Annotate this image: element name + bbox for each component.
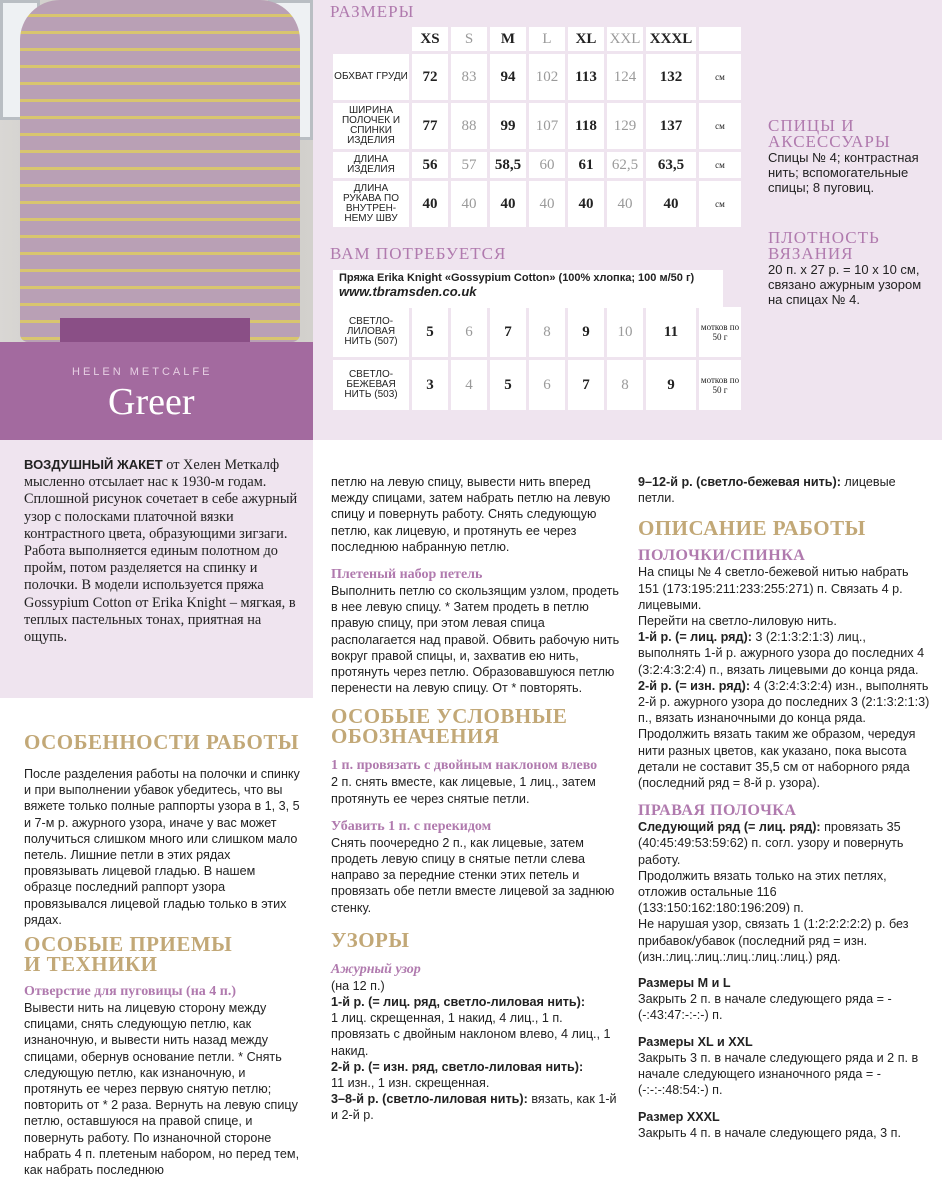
cell: 83 <box>451 54 487 100</box>
row2-text: 11 изн., 1 изн. скрещенная. <box>331 1076 490 1091</box>
decrease2-subheading: Убавить 1 п. с перекидом <box>331 818 492 834</box>
unit-cell: мотков по 50 г <box>699 307 741 357</box>
table-row <box>333 360 741 410</box>
yarn-table <box>330 304 744 413</box>
cell: 102 <box>529 54 565 100</box>
techniques-heading: ОСОБЫЕ ПРИЕМЫ И ТЕХНИКИ <box>24 932 233 977</box>
cell: 3 <box>412 360 448 410</box>
yarn-url: www.tbramsden.co.uk <box>339 284 477 299</box>
column-1 <box>24 732 304 1178</box>
cable-text: Выполнить петлю со скользящим узлом, продеть в нее левую спицу. * Затем продеть в петлю правую спицу, при этом левая спица располагается над правой. Обвить рабочую нить вокруг правой спицы, и, захватив ею нить, протянуть через петлю. Образовавшуюся петлю перенести на левую спицу. От * повторять. <box>331 584 620 696</box>
cell: 99 <box>490 103 526 149</box>
body-text-1: На спицы № 4 светло-бежевой нитью набрать 151 (173:195:211:233:255:271) п. Связать 4 р. лицевыми. <box>638 565 909 612</box>
row-label: СВЕТЛО-БЕЖЕВАЯ НИТЬ (503) <box>333 360 409 410</box>
cell: 40 <box>568 181 604 227</box>
empty-corner <box>333 27 409 51</box>
unit-header <box>699 27 741 51</box>
cell: 77 <box>412 103 448 149</box>
rf-text-2: Продолжить вязать только на этих петлях, отложив остальные 116 (133:150:162:180:196:209) п. <box>638 868 887 916</box>
body-text-2: Перейти на светло-лиловую нить. <box>638 614 837 629</box>
sizes-heading: РАЗМЕРЫ <box>330 2 415 21</box>
cell: 113 <box>568 54 604 100</box>
cell: 57 <box>451 152 487 178</box>
size-xxxl-label: Размер XXXL <box>638 1109 720 1124</box>
cell: 9 <box>646 360 696 410</box>
body-row2-label: 2-й р. (= изн. ряд): <box>638 678 751 693</box>
cell: 40 <box>490 181 526 227</box>
cell: 6 <box>451 307 487 357</box>
cell: 4 <box>451 360 487 410</box>
cell: 94 <box>490 54 526 100</box>
size-col: XS <box>412 27 448 51</box>
author-name: HELEN METCALFE <box>72 366 213 378</box>
body-row1-text: 3 (2:1:3:2:1:3) лиц., выполнять 1-й р. ажурного узора до последних 4 (3:2:4:3:2:4) п., вязать лицевыми до конца ряда. <box>638 630 925 677</box>
right-front-subheading: ПРАВАЯ ПОЛОЧКА <box>638 802 797 820</box>
sizes-xl-text: Закрыть 3 п. в начале следующего ряда и 2 п. в начале следующего изнаночного ряда = - (-:-:-:48:54:-) п. <box>638 1050 919 1098</box>
density-heading: ПЛОТНОСТЬ ВЯЗАНИЯ <box>768 228 880 263</box>
decrease-subheading: 1 п. провязать с двойным наклоном влево <box>331 758 598 774</box>
table-row <box>333 54 741 100</box>
cell: 40 <box>529 181 565 227</box>
sizes-xl-label: Размеры XL и XXL <box>638 1034 753 1049</box>
row-label: СВЕТЛО-ЛИЛОВАЯ НИТЬ (507) <box>333 307 409 357</box>
unit-cell: см <box>699 181 741 227</box>
rf-row-text: провязать 35 (40:45:49:53:59:62) п. согл. узору и повернуть работу. <box>638 820 904 867</box>
row3-label: 3–8-й р. (светло-лиловая нить): <box>331 1092 528 1107</box>
unit-cell: см <box>699 54 741 100</box>
needles-heading: СПИЦЫ И АКСЕССУАРЫ <box>768 116 891 151</box>
cell: 62,5 <box>607 152 643 178</box>
needs-heading: ВАМ ПОТРЕБУЕТСЯ <box>330 244 507 263</box>
cable-subheading: Плетеный набор петель <box>331 567 483 583</box>
row1-text: 1 лиц. скрещенная, 1 накид, 4 лиц., 1 п. провязать с двойным наклоном влево, 4 лиц., 1 накид. <box>331 1011 611 1058</box>
cell: 40 <box>412 181 448 227</box>
cell: 60 <box>529 152 565 178</box>
body-row1-label: 1-й р. (= лиц. ряд): <box>638 630 752 645</box>
cell: 56 <box>412 152 448 178</box>
cell: 118 <box>568 103 604 149</box>
unit-cell: см <box>699 103 741 149</box>
density-block <box>768 230 938 307</box>
patterns-heading: УЗОРЫ <box>331 927 410 952</box>
intro-block <box>0 440 313 698</box>
cell: 132 <box>646 54 696 100</box>
body-text-5: Продолжить вязать таким же образом, чередуя нити разных цветов, как указано, пока высота детали не составит 35,5 см от наборного ряда (последний ряд = 8-й р. узора). <box>638 727 916 791</box>
cell: 88 <box>451 103 487 149</box>
size-col: XL <box>568 27 604 51</box>
cell: 58,5 <box>490 152 526 178</box>
size-xxxl-text: Закрыть 4 п. в начале следующего ряда, 3 п. <box>638 1125 901 1140</box>
cell: 40 <box>451 181 487 227</box>
rf-row-label: Следующий ряд (= лиц. ряд): <box>638 820 821 835</box>
cell: 63,5 <box>646 152 696 178</box>
lace-subheading: Ажурный узор <box>331 961 421 977</box>
cell: 6 <box>529 360 565 410</box>
size-col: M <box>490 27 526 51</box>
size-col: S <box>451 27 487 51</box>
table-row <box>333 181 741 227</box>
column-3 <box>638 474 932 1141</box>
cell: 9 <box>568 307 604 357</box>
column-2 <box>331 474 623 1124</box>
cell: 40 <box>607 181 643 227</box>
table-row <box>333 307 741 357</box>
buttonhole-text: Вывести нить на лицевую сторону между спицами, снять следующую петлю, как изнаночную, и вывести нить назад между спицами, обернув основание петли. * Снять следующую петлю, как изнаночную, и протянуть ее через первую снятую петлю; повторить от * 2 раза. Вернуть на левую спицу петлю, оставшуюся на правой спице, и повернуть работу. По изнаночной стороне набрать 4 п. плетеным набором, но перед тем, как набрать последнюю <box>24 1001 300 1178</box>
brand-title: Greer <box>108 381 195 423</box>
density-text: 20 п. х 27 р. = 10 х 10 см, связано ажурным узором на спицах № 4. <box>768 262 922 307</box>
row2-label: 2-й р. (= изн. ряд, светло-лиловая нить): <box>331 1059 584 1074</box>
size-col: L <box>529 27 565 51</box>
cell: 7 <box>568 360 604 410</box>
cell: 107 <box>529 103 565 149</box>
body-row2-text: 4 (3:2:4:3:2:4) изн., выполнять 2-й р. ажурного узора до последних 3 (2:1:3:2:1:3) п., вязать изнаночными до конца ряда. <box>638 678 930 726</box>
size-col: XXL <box>607 27 643 51</box>
rf-text-3: Не нарушая узор, связать 1 (1:2:2:2:2:2) р. без прибавок/убавок (последний ряд = изн. (изн.:лиц.:лиц.:лиц.:лиц.:лиц.) ряд. <box>638 917 909 964</box>
cell: 5 <box>412 307 448 357</box>
row-label: ДЛИНА ИЗДЕЛИЯ <box>333 152 409 178</box>
description-heading: ОПИСАНИЕ РАБОТЫ <box>638 516 866 541</box>
cell: 10 <box>607 307 643 357</box>
sizes-ml-text: Закрыть 2 п. в начале следующего ряда = - (-:43:47:-:-:-) п. <box>638 992 892 1023</box>
needles-block <box>768 118 938 195</box>
row3-text: вязать, как 1-й и 2-й р. <box>331 1092 617 1123</box>
row-label: ДЛИНА РУКАВА ПО ВНУТРЕН-НЕМУ ШВУ <box>333 181 409 227</box>
body-subheading: ПОЛОЧКИ/СПИНКА <box>638 547 806 565</box>
row9-label: 9–12-й р. (светло-бежевая нить): <box>638 475 841 489</box>
intro-lead: ВОЗДУШНЫЙ ЖАКЕТ <box>24 457 163 472</box>
cell: 124 <box>607 54 643 100</box>
unit-cell: см <box>699 152 741 178</box>
row-label: ОБХВАТ ГРУДИ <box>333 54 409 100</box>
row1-label: 1-й р. (= лиц. ряд, светло-лиловая нить): <box>331 995 586 1010</box>
table-row <box>333 152 741 178</box>
row9-text: лицевые петли. <box>638 475 896 506</box>
cell: 11 <box>646 307 696 357</box>
cell: 129 <box>607 103 643 149</box>
unit-cell: мотков по 50 г <box>699 360 741 410</box>
decrease2-text: Снять поочередно 2 п., как лицевые, затем продеть левую спицу в снятые петли слева направо за передние стенки этих петель и провязать обе петли вместе лицевой за заднюю стенку. <box>331 835 615 915</box>
yarn-line: Пряжа Erika Knight «Gossypium Cotton» (100% хлопка; 100 м/50 г) <box>339 272 695 284</box>
cell: 72 <box>412 54 448 100</box>
cell: 8 <box>529 307 565 357</box>
table-row <box>333 103 741 149</box>
zigzag-sweater-image <box>20 0 300 342</box>
yarn-info <box>333 270 723 308</box>
cell: 137 <box>646 103 696 149</box>
decrease-text: 2 п. снять вместе, как лицевые, 1 лиц., затем протянуть ее через снятые петли. <box>331 775 596 806</box>
cell: 61 <box>568 152 604 178</box>
lace-repeat: (на 12 п.) <box>331 978 385 993</box>
sizes-header-row <box>333 27 741 51</box>
size-col: XXXL <box>646 27 696 51</box>
sizes-ml-label: Размеры M и L <box>638 976 731 991</box>
cell: 40 <box>646 181 696 227</box>
cell: 8 <box>607 360 643 410</box>
cell: 5 <box>490 360 526 410</box>
sizes-table <box>330 24 744 230</box>
needles-text: Спицы № 4; контрастная нить; вспомогательные спицы; 8 пуговиц. <box>768 150 919 195</box>
intro-text: от Хелен Меткалф мысленно отсылает нас к 1930-м годам. Сплошной рисунок сочетает в себе ажурный узор с полосками платочной вязки контрастного цвета, образующими зигзаги. Работа выполняется единым полотном до пройм, потом разделяется на спинку и полочки. В модели используется пряжа Gossypium Cotton от Erika Knight – мягкая, в теплых пастельных тонах, приятная на ощупь. <box>24 457 298 646</box>
continued-text: петлю на левую спицу, вывести нить вперед между спицами, затем набрать петлю на левую спицу и повернуть работу. Снять следующую петлю, как лицевую, и протянуть ее через последнюю набранную петлю. <box>331 475 611 554</box>
model-photo <box>0 0 313 342</box>
buttonhole-subheading: Отверстие для пуговицы (на 4 п.) <box>24 984 237 1000</box>
features-heading: ОСОБЕННОСТИ РАБОТЫ <box>24 730 300 754</box>
row-label: ШИРИНА ПОЛОЧЕК И СПИНКИ ИЗДЕЛИЯ <box>333 103 409 149</box>
cell: 7 <box>490 307 526 357</box>
features-text: После разделения работы на полочки и спинку и при выполнении убавок убедитесь, что вы вяжете только полные раппорты узора в 1, 3, 5 и 7-м р. ажурного узора, иначе у вас может получиться слишком много или слишком мало петель. Лишние петли в этих рядах провязывать лицевой гладью. В нашем образце последний раппорт узора провязывался лицевой гладью только в этих рядах. <box>24 767 300 927</box>
skirt-image <box>60 318 250 342</box>
abbreviations-heading: ОСОБЫЕ УСЛОВНЫЕ ОБОЗНАЧЕНИЯ <box>331 704 568 749</box>
